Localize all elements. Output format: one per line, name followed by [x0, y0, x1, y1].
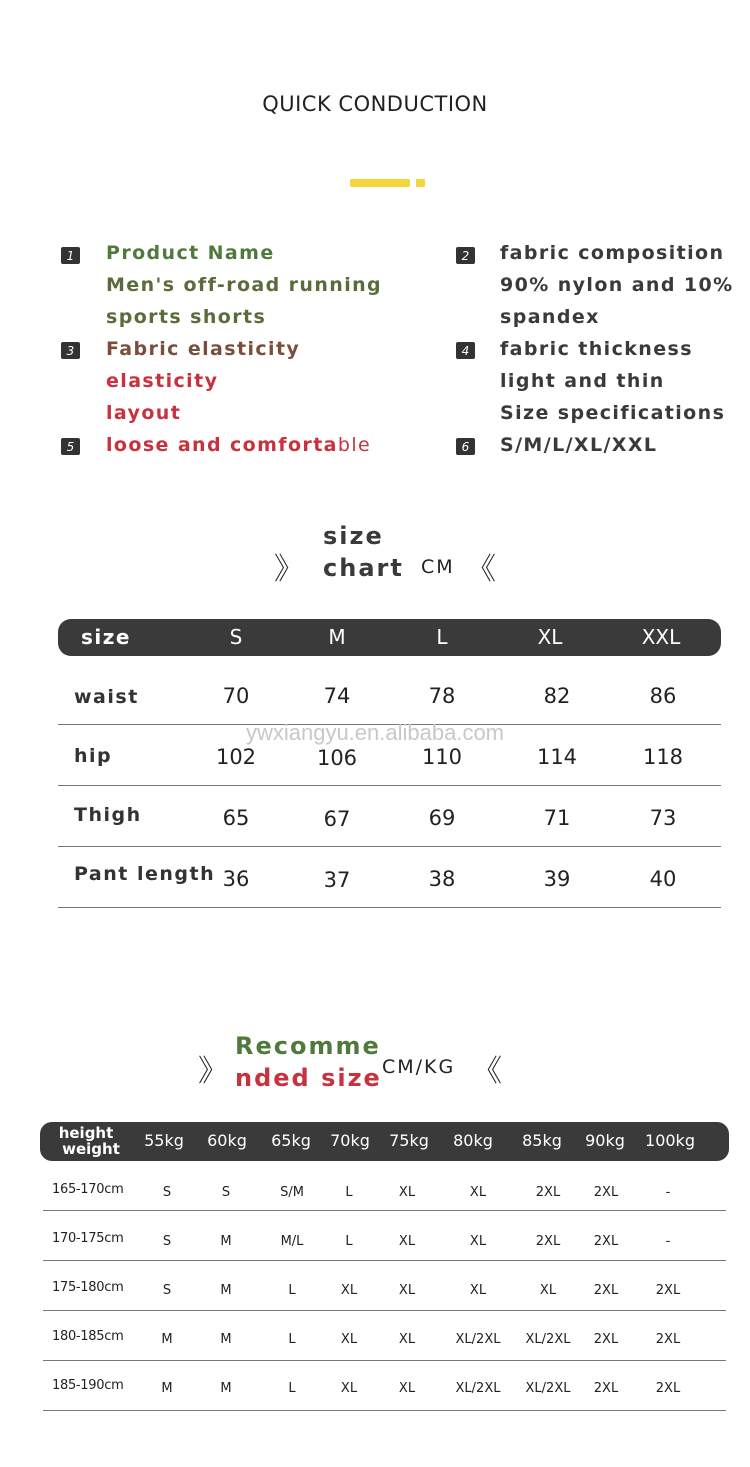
feature-number-4: 4 [456, 342, 475, 359]
size-cell: 110 [421, 745, 463, 769]
size-row-label: waist [74, 686, 139, 708]
page-title: QUICK CONDUCTION [262, 92, 488, 116]
size-cell: M/L [280, 1234, 304, 1249]
height-range-label: 165-170cm [52, 1182, 124, 1197]
size-cell: - [665, 1234, 671, 1249]
recommended-unit: CM/KG [382, 1056, 456, 1078]
size-cell: L [288, 1283, 296, 1298]
feature-4-title: fabric thickness [500, 338, 693, 360]
size-cell: 71 [543, 806, 571, 830]
size-cell: 2XL [593, 1283, 619, 1298]
corner-label-weight: weight [62, 1140, 120, 1158]
feature-4-line: Size specifications [500, 402, 726, 424]
size-cell: XL [469, 1185, 487, 1200]
size-cell: 65 [222, 806, 250, 830]
feature-5-title [106, 434, 371, 456]
recommended-heading-line1: Recomme [235, 1032, 381, 1060]
row-divider [43, 1360, 726, 1361]
size-cell: 67 [323, 807, 351, 831]
feature-5-thin-part: ble [337, 434, 372, 456]
size-cell: - [665, 1185, 671, 1200]
feature-6-title: S/M/L/XL/XXL [500, 434, 658, 456]
size-cell: 2XL [535, 1185, 561, 1200]
size-cell: XL [340, 1283, 358, 1298]
title-accent-dot [416, 179, 425, 187]
size-header-cell: L [436, 625, 448, 649]
chevron-right-icon: 《 [472, 1054, 502, 1089]
size-cell: 73 [649, 806, 677, 830]
feature-number-1: 1 [61, 247, 80, 264]
size-cell: M [161, 1332, 173, 1347]
weight-header-cell: 65kg [271, 1131, 311, 1150]
weight-header-cell: 70kg [330, 1131, 370, 1150]
weight-header-cell: 85kg [522, 1131, 562, 1150]
feature-5-bold-part: loose and comforta [106, 434, 338, 456]
size-cell: 38 [428, 867, 456, 891]
title-accent-bar [350, 179, 410, 187]
row-divider [58, 846, 721, 847]
size-cell: S [162, 1185, 172, 1200]
size-row-label: Pant length [74, 863, 216, 885]
size-cell: 2XL [593, 1332, 619, 1347]
feature-1-line: sports shorts [106, 306, 267, 328]
feature-number-6: 6 [456, 438, 475, 455]
recommended-heading-line2: nded size [235, 1064, 382, 1092]
size-cell: M [220, 1381, 232, 1396]
size-cell: M [220, 1234, 232, 1249]
size-cell: L [288, 1332, 296, 1347]
size-cell: XL [469, 1283, 487, 1298]
row-divider [43, 1210, 726, 1211]
weight-header-cell: 60kg [207, 1131, 247, 1150]
size-cell: XL [469, 1234, 487, 1249]
size-cell: 106 [316, 746, 358, 770]
feature-number-2: 2 [456, 247, 475, 264]
size-cell: 2XL [593, 1381, 619, 1396]
size-cell: XL/2XL [455, 1381, 501, 1396]
weight-header-cell: 75kg [389, 1131, 429, 1150]
size-cell: XL [398, 1381, 416, 1396]
corner-label-height: height [58, 1124, 114, 1142]
size-cell: 2XL [535, 1234, 561, 1249]
size-cell: XL [398, 1283, 416, 1298]
size-cell: XL/2XL [455, 1332, 501, 1347]
height-range-label: 180-185cm [52, 1329, 124, 1344]
size-cell: L [345, 1234, 353, 1249]
height-range-label: 170-175cm [52, 1231, 124, 1246]
chevron-right-icon: 《 [466, 552, 496, 587]
feature-3-title: Fabric elasticity [106, 338, 301, 360]
size-cell: M [220, 1332, 232, 1347]
size-cell: S/M [280, 1185, 304, 1200]
size-cell: XL [398, 1234, 416, 1249]
feature-2-line: 90% nylon and 10% [500, 274, 734, 296]
size-cell: 69 [428, 806, 456, 830]
size-chart-heading-line1: size [323, 522, 384, 550]
size-cell: XL/2XL [525, 1332, 571, 1347]
size-cell: S [162, 1234, 172, 1249]
row-divider [43, 1260, 726, 1261]
size-cell: S [221, 1185, 231, 1200]
size-chart-unit: CM [421, 556, 455, 578]
size-header-cell: M [328, 625, 346, 649]
size-cell: 118 [642, 745, 684, 769]
feature-1-title: Product Name [106, 242, 275, 264]
size-header-cell: XL [537, 625, 563, 649]
size-chart-corner-label: size [81, 625, 131, 649]
feature-2-line: spandex [500, 306, 600, 328]
size-cell: XL [398, 1332, 416, 1347]
size-header-cell: XXL [641, 625, 681, 649]
weight-header-cell: 80kg [453, 1131, 493, 1150]
feature-4-line: light and thin [500, 370, 665, 392]
size-cell: 2XL [593, 1234, 619, 1249]
size-chart-header-row [58, 619, 721, 656]
size-cell: 82 [543, 684, 571, 708]
size-cell: 2XL [593, 1185, 619, 1200]
size-cell: 2XL [655, 1332, 681, 1347]
row-divider [43, 1410, 726, 1411]
size-cell: M [220, 1283, 232, 1298]
size-cell: 74 [323, 684, 351, 708]
watermark: ywxiangyu.en.alibaba.com [245, 720, 505, 745]
row-divider [43, 1310, 726, 1311]
size-cell: XL [340, 1381, 358, 1396]
feature-number-3: 3 [61, 342, 80, 359]
size-header-cell: S [229, 625, 243, 649]
row-divider [58, 785, 721, 786]
size-cell: 2XL [655, 1283, 681, 1298]
weight-header-cell: 90kg [585, 1131, 625, 1150]
size-cell: XL [539, 1283, 557, 1298]
size-chart-heading-line2: chart [323, 554, 404, 582]
size-row-label: Thigh [74, 804, 142, 826]
weight-header-cell: 100kg [645, 1131, 695, 1150]
size-cell: 36 [222, 867, 250, 891]
row-divider [58, 907, 721, 908]
size-cell: 40 [649, 867, 677, 891]
size-row-label: hip [74, 745, 113, 767]
size-cell: XL [398, 1185, 416, 1200]
size-cell: 70 [222, 684, 250, 708]
feature-3-line: elasticity [106, 370, 219, 392]
size-cell: XL [340, 1332, 358, 1347]
height-range-label: 185-190cm [52, 1378, 124, 1393]
size-cell: 2XL [655, 1381, 681, 1396]
size-cell: L [345, 1185, 353, 1200]
chevron-left-icon: 》 [274, 552, 304, 587]
size-cell: 102 [215, 745, 257, 769]
feature-3-line: layout [106, 402, 182, 424]
size-cell: 86 [649, 684, 677, 708]
recommended-header-row [40, 1122, 729, 1161]
size-cell: 39 [543, 867, 571, 891]
feature-1-line: Men's off-road running [106, 274, 383, 296]
feature-2-title: fabric composition [500, 242, 725, 264]
size-cell: M [161, 1381, 173, 1396]
size-cell: 37 [323, 868, 351, 892]
size-cell: L [288, 1381, 296, 1396]
feature-number-5: 5 [61, 438, 80, 455]
size-cell: 114 [536, 745, 578, 769]
size-cell: XL/2XL [525, 1381, 571, 1396]
height-range-label: 175-180cm [52, 1280, 124, 1295]
size-cell: S [162, 1283, 172, 1298]
size-cell: 78 [428, 684, 456, 708]
chevron-left-icon: 》 [198, 1054, 228, 1089]
weight-header-cell: 55kg [144, 1131, 184, 1150]
